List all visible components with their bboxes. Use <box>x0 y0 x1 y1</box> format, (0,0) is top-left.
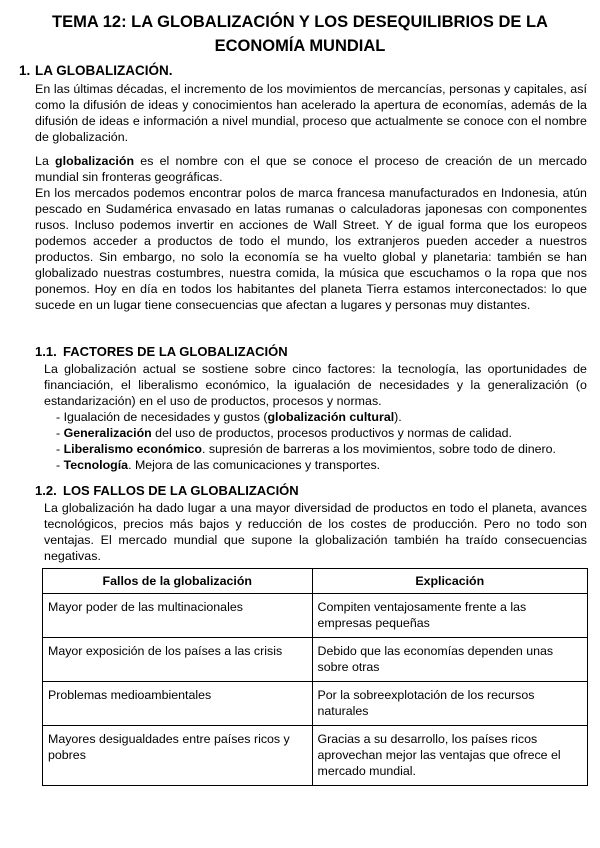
table-cell: Compiten ventajosamente frente a las empresas pequeñas <box>312 594 587 638</box>
section-1-2-paragraph: La globalización ha dado lugar a una mayor diversidad de productos en todo el planeta, avances tecnológicos, precios más bajos y reducción de los costes de producción. Pero no todo son ventajas. El mercado mundial que supone la globalización también ha traído consecuencias negativas. <box>44 501 587 563</box>
factors-list <box>56 409 586 473</box>
table-cell: Problemas medioambientales <box>43 682 313 726</box>
table-header-row <box>43 569 588 594</box>
list-item: - Generalización del uso de productos, procesos productivos y normas de calidad. <box>56 426 512 440</box>
section-1-paragraph-3: En los mercados podemos encontrar polos de marca francesa manufacturados en Indonesia, atún pescado en Sudamérica envasado en latas rumanas o calculadoras japonesas con componentes rusos. Incluso podemos invertir en acciones de Wall Street. Y de igual forma que los europeos podemos acceder a productos de todo el mundo, los extranjeros pueden acceder a nuestros productos. Sin embargo, no solo la economía se ha vuelto global y planetaria: también se han globalizado nuestras costumbres, nuestra comida, la música que escuchamos o la ropa que nos ponemos. Hoy en día en todos los habitantes del planeta Tierra estamos interconectados: lo que sucede en un lugar tiene consecuencias que afectan a lugares y personas muy distantes. <box>35 186 587 312</box>
table-row <box>43 638 588 682</box>
list-item: - Tecnología. Mejora de las comunicaciones y transportes. <box>56 458 381 472</box>
table-header-fallos: Fallos de la globalización <box>43 569 313 594</box>
section-1-1-title: FACTORES DE LA GLOBALIZACIÓN <box>63 344 288 359</box>
table-cell: Gracias a su desarrollo, los países ricos aprovechan mejor las ventajas que ofrece el mercado mundial. <box>312 726 587 786</box>
fallos-table <box>42 568 588 786</box>
table-cell: Mayor exposición de los países a las crisis <box>43 638 313 682</box>
p2-bold-term: globalización <box>55 154 135 168</box>
section-1-2-title: LOS FALLOS DE LA GLOBALIZACIÓN <box>63 483 299 498</box>
table-cell: Debido que las economías dependen unas sobre otras <box>312 638 587 682</box>
table-cell: Por la sobreexplotación de los recursos naturales <box>312 682 587 726</box>
section-1-2-heading <box>35 482 299 499</box>
section-1-title: LA GLOBALIZACIÓN. <box>35 63 173 78</box>
section-1-paragraph-2 <box>35 153 587 185</box>
section-1-1-number: 1.1. <box>35 344 57 359</box>
table-header-explicacion: Explicación <box>312 569 587 594</box>
list-item: - Igualación de necesidades y gustos (globalización cultural). <box>56 410 402 424</box>
p2-post: es el nombre con el que se conoce el proceso de creación de un mercado mundial sin fronteras geográficas. <box>35 154 587 184</box>
table-row <box>43 594 588 638</box>
document-title: TEMA 12: LA GLOBALIZACIÓN Y LOS DESEQUILIBRIOS DE LA ECONOMÍA MUNDIAL <box>52 13 548 55</box>
section-1-1-paragraph: La globalización actual se sostiene sobre cinco factores: la tecnología, las oportunidades de financiación, el liberalismo económico, la igualación de necesidades y la generalización (o estandarización) en el uso de productos, procesos y normas. <box>44 362 587 408</box>
section-1-number: 1. <box>19 63 31 78</box>
table-row <box>43 682 588 726</box>
list-item: - Liberalismo económico. supresión de barreras a los movimientos, sobre todo de dinero. <box>56 442 556 456</box>
table-cell: Mayores desigualdades entre países ricos y pobres <box>43 726 313 786</box>
section-1-paragraph-1: En las últimas décadas, el incremento de los movimientos de mercancías, personas y capitales, así como la difusión de ideas y conocimientos han acelerado la apertura de economías, además de la difusión de ideas e información a nivel mundial, proceso que actualmente se conoce con el nombre de globalización. <box>35 82 587 144</box>
section-1-2-number: 1.2. <box>35 483 57 498</box>
table-row <box>43 726 588 786</box>
table-cell: Mayor poder de las multinacionales <box>43 594 313 638</box>
p2-pre: La <box>35 154 56 168</box>
section-1-1-heading <box>35 343 288 360</box>
section-1-heading <box>19 62 173 80</box>
